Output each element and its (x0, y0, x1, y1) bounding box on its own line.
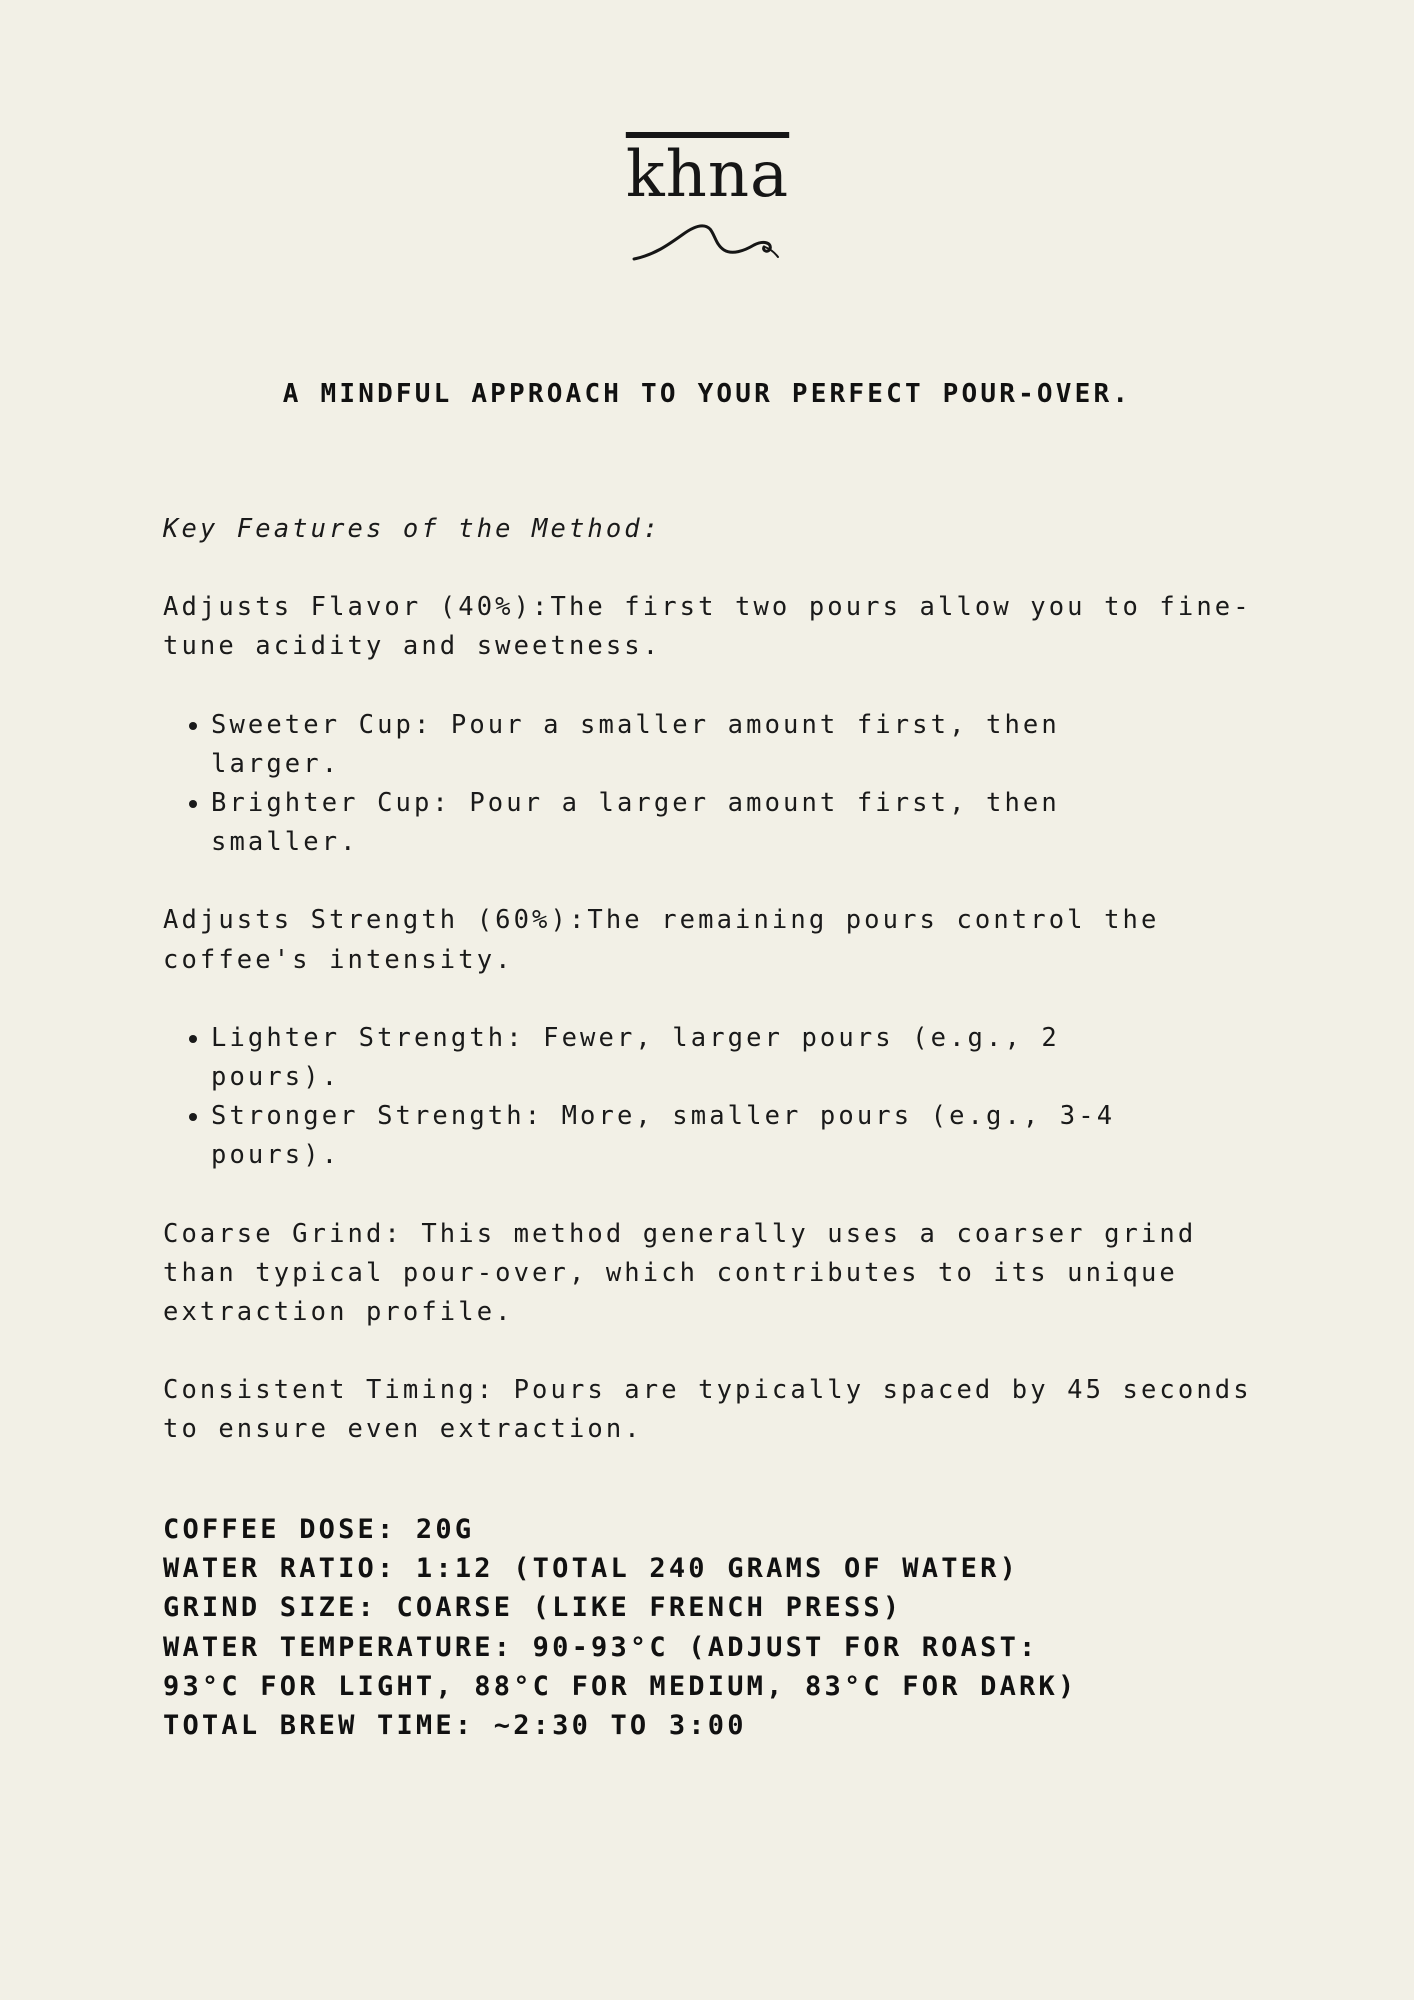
page-tagline: A MINDFUL APPROACH TO YOUR PERFECT POUR-OVER. (282, 379, 1132, 409)
list-item: • Stronger Strength: More, smaller pours (e.g., 3-4 pours). (211, 1097, 1191, 1175)
grind-paragraph: Coarse Grind: This method generally uses a coarser grind than typical pour-over, which contributes to its unique extraction profile. (163, 1218, 1197, 1328)
spec-water-ratio: WATER RATIO: 1:12 (TOTAL 240 GRAMS OF WATER) (163, 1553, 1020, 1585)
spec-water-temperature: WATER TEMPERATURE: 90-93°C (ADJUST FOR ROAST: (163, 1631, 1039, 1663)
list-item: • Brighter Cup: Pour a larger amount first, then smaller. (211, 784, 1191, 862)
flavor-list (163, 706, 1191, 863)
spec-water-temperature-detail: 93°C FOR LIGHT, 88°C FOR MEDIUM, 83°C FOR DARK) (163, 1670, 1078, 1702)
list-item: • Sweeter Cup: Pour a smaller amount first, then larger. (211, 706, 1191, 784)
brew-specs (163, 1510, 1183, 1745)
brand-logo (620, 135, 795, 285)
spec-brew-time: TOTAL BREW TIME: ~2:30 TO 3:00 (163, 1710, 747, 1742)
strength-list (163, 1019, 1191, 1176)
logo-wordmark (620, 135, 795, 215)
list-item: • Lighter Strength: Fewer, larger pours (e.g., 2 pours). (211, 1019, 1191, 1097)
method-features (163, 510, 1283, 1489)
flavor-paragraph: Adjusts Flavor (40%):The first two pours allow you to fine-tune acidity and sweetness. (163, 592, 1252, 662)
strength-paragraph: Adjusts Strength (60%):The remaining pours control the coffee's intensity. (163, 905, 1160, 975)
section-heading: Key Features of the Method: (163, 514, 662, 544)
timing-paragraph: Consistent Timing: Pours are typically spaced by 45 seconds to ensure even extraction. (163, 1375, 1252, 1445)
wave-icon (632, 215, 782, 275)
spec-grind-size: GRIND SIZE: COARSE (LIKE FRENCH PRESS) (163, 1592, 903, 1624)
spec-coffee-dose: COFFEE DOSE: 20G (163, 1514, 475, 1545)
logo-wordmark-text: khna (625, 138, 790, 212)
